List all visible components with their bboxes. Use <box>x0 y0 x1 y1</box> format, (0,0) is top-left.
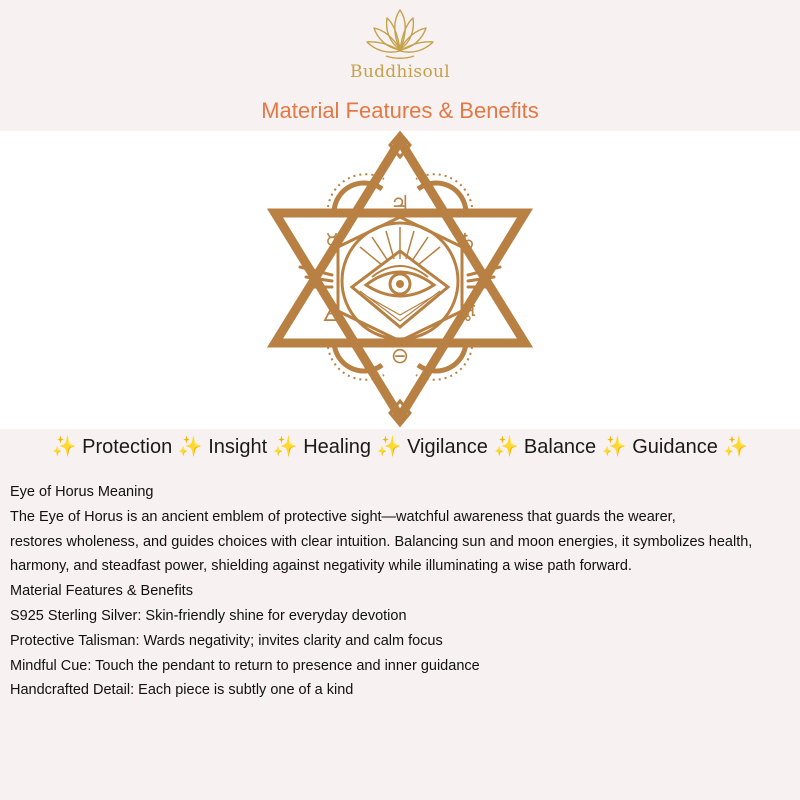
meaning-line: The Eye of Horus is an ancient emblem of protective sight—watchful awareness that guards the wearer, <box>10 508 676 525</box>
product-artwork <box>0 131 800 429</box>
sparkle-icon: ✨ <box>272 436 298 458</box>
sparkle-icon: ✨ <box>601 436 627 458</box>
keyword-balance: Balance <box>523 436 597 458</box>
feature-item: S925 Sterling Silver: Skin-friendly shine for everyday devotion <box>10 607 407 624</box>
keyword-healing: Healing <box>303 436 372 458</box>
eye-of-horus-hexagram-icon <box>0 131 800 429</box>
header <box>0 0 800 131</box>
sparkle-icon: ✨ <box>376 436 402 458</box>
sparkle-icon: ✨ <box>493 436 519 458</box>
sparkle-icon: ✨ <box>723 436 749 458</box>
keyword-strip <box>0 430 800 464</box>
earth-symbol: ⊖ <box>390 344 410 369</box>
section-title: Material Features & Benefits <box>261 98 539 123</box>
sparkle-icon: ✨ <box>177 436 203 458</box>
keyword-protection: Protection <box>82 436 173 458</box>
features-heading: Material Features & Benefits <box>10 583 193 600</box>
lotus-icon <box>360 4 440 62</box>
sparkle-icon: ✨ <box>51 436 77 458</box>
keyword-guidance: Guidance <box>632 436 718 458</box>
meaning-heading: Eye of Horus Meaning <box>10 484 154 500</box>
description <box>10 480 790 703</box>
feature-item: Handcrafted Detail: Each piece is subtly one of a kind <box>10 682 354 699</box>
brand-name: Buddhisoul <box>350 62 450 82</box>
uranus-symbol: ♅ <box>458 302 478 327</box>
jupiter-symbol: ♃ <box>390 192 410 217</box>
mercury-symbol: ☿ <box>325 230 339 255</box>
meaning-line: harmony, and steadfast power, shielding against negativity while illuminating a wise path forward. <box>10 558 632 575</box>
keyword-vigilance: Vigilance <box>407 436 488 458</box>
saturn-symbol: ♄ <box>458 230 478 255</box>
feature-item: Mindful Cue: Touch the pendant to return to presence and inner guidance <box>10 657 480 674</box>
keyword-insight: Insight <box>208 436 268 458</box>
air-symbol: 🜁 <box>322 302 342 327</box>
feature-item: Protective Talisman: Wards negativity; invites clarity and calm focus <box>10 632 443 649</box>
meaning-line: restores wholeness, and guides choices with clear intuition. Balancing sun and moon energies, it symbolizes health, <box>10 533 753 550</box>
